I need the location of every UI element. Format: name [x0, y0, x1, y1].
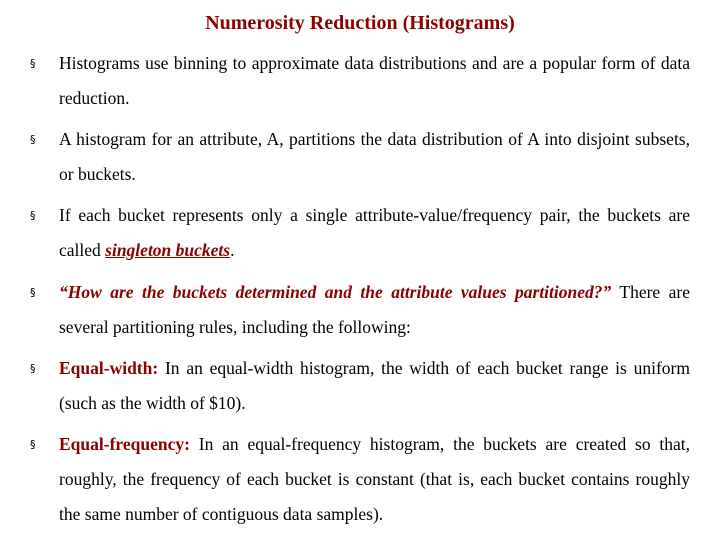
singleton-buckets-term: singleton buckets	[105, 240, 231, 261]
bullet-item-question	[30, 275, 690, 345]
bullet-item-singleton	[30, 198, 690, 268]
bullet-icon: §	[30, 285, 36, 299]
bullet-icon: §	[30, 437, 36, 451]
page-title: Numerosity Reduction (Histograms)	[205, 12, 515, 34]
bullet-text: A histogram for an attribute, A, partitions the data distribution of A into disjoint subsets, or buckets.	[59, 129, 690, 185]
bullet-list	[30, 46, 690, 538]
bullet-item-equal-frequency	[30, 427, 690, 532]
bullet-icon: §	[30, 133, 36, 147]
bullet-text: Histograms use binning to approximate data distributions and are a popular form of data reduction.	[59, 53, 690, 108]
bullet-item-histograms	[30, 46, 690, 116]
bullet-icon: §	[30, 209, 36, 223]
bullet-text: If each bucket represents only a single attribute-value/frequency pair, the buckets are called	[59, 205, 690, 261]
bullet-icon: §	[30, 57, 36, 70]
bullet-text: In an equal-frequency histogram, the buckets are created so that, roughly, the frequency of each bucket is constant (that is, each bucket contains roughly the same number of contiguous data samples).	[59, 433, 690, 524]
bullet-item-attribute-partition	[30, 122, 690, 192]
bullet-item-equal-width	[30, 351, 690, 421]
equal-frequency-term: Equal-frequency:	[59, 433, 190, 454]
bullet-text-end: .	[230, 240, 235, 261]
bullet-icon: §	[30, 361, 36, 375]
question-text: “How are the buckets determined and the attribute values partitioned?”	[59, 281, 612, 302]
equal-width-term: Equal-width:	[59, 357, 159, 378]
bullet-text: There are several partitioning rules, including the following:	[59, 281, 690, 337]
bullet-text: In an equal-width histogram, the width of each bucket range is uniform (such as the width of $10).	[59, 357, 690, 413]
